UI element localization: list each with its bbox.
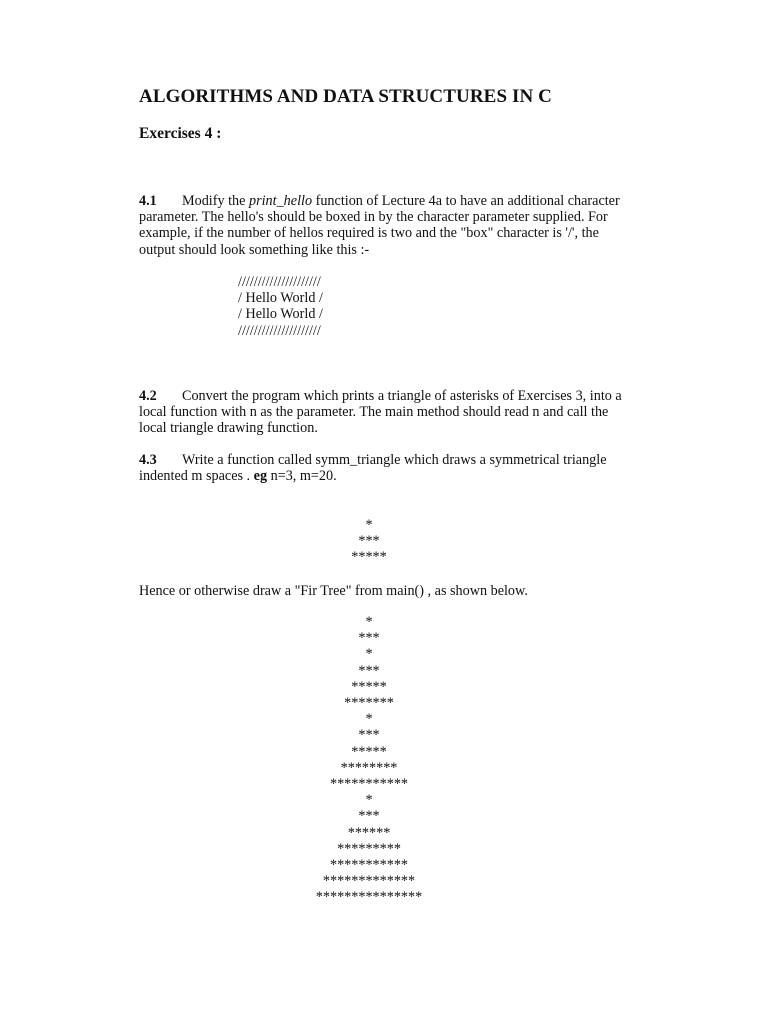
fir-tree-row: ****** <box>347 824 391 841</box>
exercise-4-1-line-2: parameter. The hello's should be boxed in by the character parameter supplied. For <box>139 209 608 226</box>
fir-tree-output <box>284 614 454 906</box>
fir-tree-row: ***** <box>351 678 387 695</box>
exercise-number: 4.2 <box>139 388 157 404</box>
exercise-text: n=3, m=20. <box>267 468 337 485</box>
fir-tree-row: *********** <box>329 857 409 874</box>
fir-tree-row: *************** <box>315 889 423 906</box>
box-line: ///////////////////// <box>238 274 321 290</box>
exercise-4-2-line-1 <box>139 388 622 404</box>
fir-tree-row: ******** <box>340 759 398 776</box>
fir-tree-row: *** <box>358 727 380 744</box>
exercise-4-2 <box>139 388 622 437</box>
exercise-4-3 <box>139 452 619 484</box>
exercise-number: 4.1 <box>139 193 157 209</box>
exercise-4-1 <box>139 193 619 258</box>
hello-box-output <box>238 274 323 339</box>
fir-tree-row: ******* <box>344 695 394 712</box>
box-line: / Hello World / <box>238 306 323 323</box>
exercise-4-1-line-3: example, if the number of hellos required is two and the "box" character is '/', the <box>139 225 599 242</box>
fir-tree-row: * <box>365 711 373 728</box>
fir-tree-row: ***** <box>351 743 387 760</box>
fir-tree-row: *** <box>358 662 380 679</box>
exercise-4-1-line-4: output should look something like this :- <box>139 241 370 258</box>
function-name: print_hello <box>249 193 313 209</box>
exercise-4-3-line-1 <box>139 452 619 468</box>
fir-tree-row: *** <box>358 630 380 647</box>
triangle-row: ***** <box>351 549 387 566</box>
symm-triangle-output <box>284 517 454 566</box>
exercise-text: Convert the program which prints a triangle of asterisks of Exercises 3, into a <box>182 388 622 404</box>
exercise-text: Modify the <box>182 193 249 209</box>
box-line: ///////////////////// <box>238 322 321 339</box>
exercise-4-3-line-2 <box>139 468 619 484</box>
fir-tree-row: * <box>365 792 373 809</box>
fir-tree-row: * <box>365 614 373 630</box>
box-line: / Hello World / <box>238 290 323 307</box>
exercises-heading: Exercises 4 : <box>139 125 222 142</box>
exercise-text: Write a function called symm_triangle which draws a symmetrical triangle <box>182 452 607 468</box>
exercise-number: 4.3 <box>139 452 157 468</box>
document-title: ALGORITHMS AND DATA STRUCTURES IN C <box>139 86 552 107</box>
fir-tree-intro <box>139 583 619 599</box>
fir-tree-intro-text: Hence or otherwise draw a "Fir Tree" from main() , as shown below. <box>139 583 528 599</box>
fir-tree-row: *********** <box>329 776 409 793</box>
exercise-text: function of Lecture 4a to have an additional character <box>312 193 620 209</box>
example-abbrev: eg <box>253 468 268 485</box>
fir-tree-row: ************* <box>322 873 416 890</box>
exercise-text: indented m spaces . <box>139 468 254 485</box>
triangle-row: *** <box>358 533 380 550</box>
exercise-4-1-line-1 <box>139 193 619 209</box>
fir-tree-row: * <box>365 646 373 663</box>
fir-tree-row: *** <box>358 808 380 825</box>
exercise-4-2-line-2: local function with n as the parameter. The main method should read n and call the <box>139 404 609 421</box>
fir-tree-row: ********* <box>337 840 401 857</box>
triangle-row: * <box>365 517 373 533</box>
exercise-4-2-line-3: local triangle drawing function. <box>139 420 318 437</box>
